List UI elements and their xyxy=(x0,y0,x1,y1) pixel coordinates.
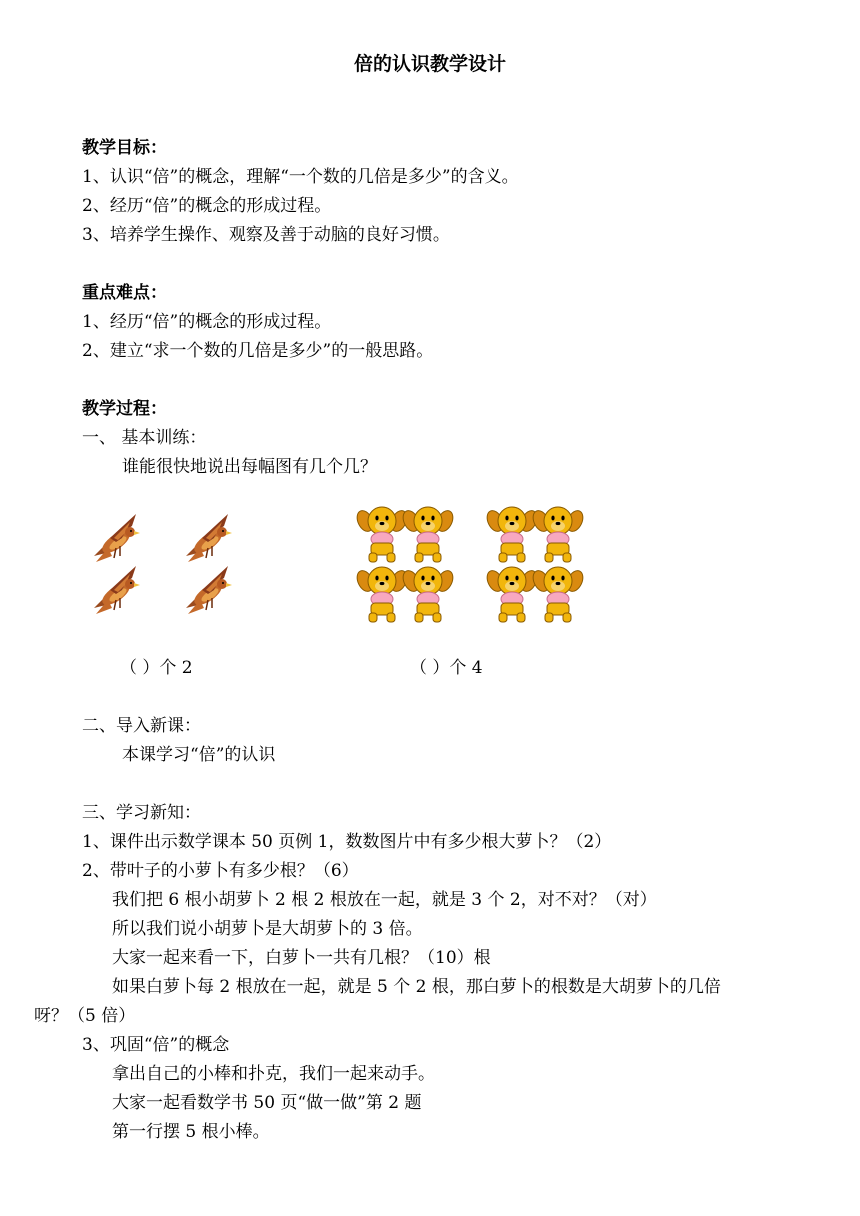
dogs-caption: （ ）个 4 xyxy=(410,658,483,678)
dog-icon xyxy=(484,507,540,562)
dog-icon xyxy=(530,507,586,562)
section3-line: 呀？（5 倍） xyxy=(34,1006,136,1026)
section2-line: 本课学习“倍”的认识 xyxy=(122,745,276,765)
objectives-heading: 教学目标： xyxy=(82,138,167,158)
dog-icon xyxy=(400,567,456,622)
section3-line: 我们把 6 根小胡萝卜 2 根 2 根放在一起，就是 3 个 2，对不对？（对） xyxy=(112,890,657,910)
key-point-item: 2、建立“求一个数的几倍是多少”的一般思路。 xyxy=(82,341,434,361)
section1-heading: 一、 基本训练： xyxy=(82,428,207,448)
objective-item: 3、培养学生操作、观察及善于动脑的良好习惯。 xyxy=(82,225,450,245)
page-title: 倍的认识教学设计 xyxy=(353,53,506,75)
section3-line: 1、课件出示数学课本 50 页例 1，数数图片中有多少根大萝卜？（2） xyxy=(82,832,612,852)
dog-icon xyxy=(356,507,410,562)
section2-heading: 二、导入新课： xyxy=(82,716,201,736)
bird-icon xyxy=(94,514,140,562)
key-point-item: 1、经历“倍”的概念的形成过程。 xyxy=(82,312,332,332)
dog-icon xyxy=(484,567,540,622)
section3-line: 大家一起来看一下，白萝卜一共有几根？（10）根 xyxy=(112,948,491,968)
bird-icon xyxy=(94,566,140,614)
section3-line: 3、巩固“倍”的概念 xyxy=(82,1035,230,1055)
birds-caption: （ ）个 2 xyxy=(120,658,193,678)
section3-line: 第一行摆 5 根小棒。 xyxy=(112,1122,270,1142)
objective-item: 1、认识“倍”的概念，理解“一个数的几倍是多少”的含义。 xyxy=(82,167,519,187)
section3-line: 如果白萝卜每 2 根放在一起，就是 5 个 2 根，那白萝卜的根数是大胡萝卜的几倍 xyxy=(112,977,721,997)
dog-icon xyxy=(530,567,586,622)
process-heading: 教学过程： xyxy=(82,399,167,419)
dogs-illustration xyxy=(356,503,588,627)
objective-item: 2、经历“倍”的概念的形成过程。 xyxy=(82,196,332,216)
section3-line: 大家一起看数学书 50 页“做一做”第 2 题 xyxy=(112,1093,422,1113)
section3-heading: 三、学习新知： xyxy=(82,803,201,823)
key-points-heading: 重点难点： xyxy=(82,283,167,303)
dog-icon xyxy=(356,567,410,622)
bird-icon xyxy=(186,566,232,614)
birds-illustration xyxy=(90,510,250,622)
section1-question: 谁能很快地说出每幅图有几个几？ xyxy=(122,457,377,477)
section3-line: 2、带叶子的小萝卜有多少根？（6） xyxy=(82,861,359,881)
bird-icon xyxy=(186,514,232,562)
section3-line: 拿出自己的小棒和扑克，我们一起来动手。 xyxy=(112,1064,435,1084)
section3-line: 所以我们说小胡萝卜是大胡萝卜的 3 倍。 xyxy=(112,919,423,939)
dog-icon xyxy=(400,507,456,562)
